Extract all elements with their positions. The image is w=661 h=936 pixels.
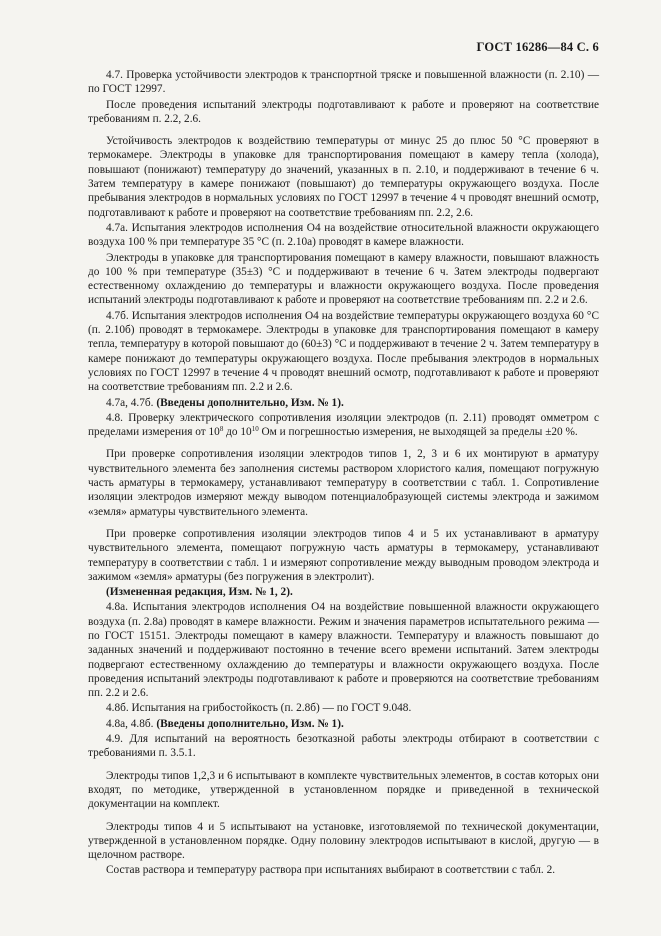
paragraph: При проверке сопротивления изоляции электродов типов 4 и 5 их устанавливают в арматуру чувствительного элемента, помещают погружную часть арматуры в термокамеру, устанавливают температуру в соответствии с табл. 1 и измеряют сопротивление между выводным проводом электрода и зажимом «земля» арматуры (без погружения в электролит). — [88, 527, 599, 583]
paragraph-text: 4.8. Проверку электрического сопротивления изоляции электродов (п. 2.11) проводят омметром с пределами измерения от 10 — [88, 411, 599, 439]
clause-ref: 4.8а, 4.8б. — [106, 717, 154, 730]
paragraph: Состав раствора и температуру раствора при испытаниях выбирают в соответствии с табл. 2. — [106, 864, 556, 877]
amendment-note: (Введены дополнительно, Изм. № 1). — [156, 396, 344, 409]
paragraph: После проведения испытаний электроды подготавливают к работе и проверяют на соответствие требованиям п. 2.2, 2.6. — [88, 98, 599, 125]
paragraph: Электроды в упаковке для транспортирования помещают в камеру влажности, повышают влажность до 100 % при температуре (35±3) °С и поддерживают в течение 6 ч. Затем электроды подвергают естественному охлаждению до температуры и влажности окружающего воздуха. После проведения испытаний электроды подготавливают к работе и проверяют на соответствие требованиям пп. 2.2 и 2.6. — [88, 251, 599, 307]
paragraph: Электроды типов 4 и 5 испытывают на установке, изготовляемой по технической документации, утвержденной в установленном порядке. Одну половину электродов испытывают в кислой, другую — в щелочном растворе. — [88, 820, 599, 862]
amendment-note: (Измененная редакция, Изм. № 1, 2). — [106, 586, 293, 599]
exponent: 8 — [219, 425, 224, 434]
page-header: ГОСТ 16286—84 С. 6 — [476, 40, 599, 54]
paragraph: 4.7а. Испытания электродов исполнения О4 на воздействие относительной влажности окружающего воздуха 100 % при температуре 35 °С (п. 2.10а) проводят в камере влажности. — [88, 221, 599, 249]
clause-ref: 4.7а, 4.7б. — [106, 396, 154, 409]
page-body — [88, 68, 599, 878]
paragraph: 4.7. Проверка устойчивости электродов к транспортной тряске и повышенной влажности (п. 2.10) — по ГОСТ 12997. — [88, 69, 599, 96]
paragraph: Электроды типов 1,2,3 и 6 испытывают в комплекте чувствительных элементов, в состав которых они входят, по методике, утвержденной в установленном порядке и приведенной в технической документации на комплект. — [88, 769, 599, 811]
paragraph: 4.8б. Испытания на грибостойкость (п. 2.8б) — по ГОСТ 9.048. — [106, 702, 412, 715]
paragraph — [88, 396, 599, 410]
paragraph-text: до 10 — [223, 426, 252, 439]
paragraph: При проверке сопротивления изоляции электродов типов 1, 2, 3 и 6 их монтируют в арматуру чувствительного элемента без заполнения системы раствором хлористого калия, помещают погружную часть арматуры в термокамеру, устанавливают температуру в соответствии с табл. 1. Сопротивление изоляции электродов измеряют между выводом потенциалобразующей системы электрода и зажимом «земля» арматуры чувствительного элемента. — [88, 448, 599, 518]
paragraph — [88, 411, 599, 440]
paragraph: 4.9. Для испытаний на вероятность безотказной работы электроды отбирают в соответствии с требованиями п. 3.5.1. — [88, 733, 599, 760]
exponent: 10 — [251, 425, 259, 434]
paragraph-text: Ом и погрешностью измерения, не выходящей за пределы ±20 %. — [258, 426, 578, 439]
paragraph: Устойчивость электродов к воздействию температуры от минус 25 до плюс 50 °С проверяют в термокамере. Электроды в упаковке для транспортирования помещают в камеру тепла (холода), повышают (понижают) температуру до значений, указанных в п. 2.10, и поддерживают в течение 6 ч. Затем температуру в камере понижают (повышают) до температуры окружающего воздуха. После пребывания электродов в нормальных условиях по ГОСТ 12997 в течение 4 ч проводят внешний осмотр, подготавливают к работе и проверяют на соответствие требованиям пп. 2.2, 2.6. — [88, 135, 599, 219]
paragraph: 4.7б. Испытания электродов исполнения О4 на воздействие температуры окружающего воздуха 60 °С (п. 2.10б) проводят в термокамере. Электроды в упаковке для транспортирования помещают в камеру тепла, температуру в которой повышают до (60±3) °С и поддерживают в течение 2 ч. Затем температуру в камере понижают до температуры окружающего воздуха. После пребывания электродов в нормальных условиях по ГОСТ 12997 в течение 4 ч проводят внешний осмотр, подготавливают к работе и проверяют на соответствие требованиям пп. 2.2 и 2.6. — [88, 309, 599, 394]
amendment-note: (Введены дополнительно, Изм. № 1). — [156, 717, 344, 730]
paragraph: 4.8а. Испытания электродов исполнения О4 на воздействие повышенной влажности окружающего воздуха (п. 2.8а) проводят в камере влажности. Режим и значения параметров испытательного режима — по ГОСТ 15151. Электроды помещают в камеру влажности. Температуру и влажность повышают до заданных значений и поддерживают постоянно в течение всего времени испытаний. Затем электроды подвергают естественному охлаждению до температуры и влажности окружающего воздуха. После проведения испытаний электроды подготавливают к работе и проверяются на соответствие требованиям пп. 2.2 и 2.6. — [88, 601, 599, 700]
paragraph — [88, 717, 599, 731]
